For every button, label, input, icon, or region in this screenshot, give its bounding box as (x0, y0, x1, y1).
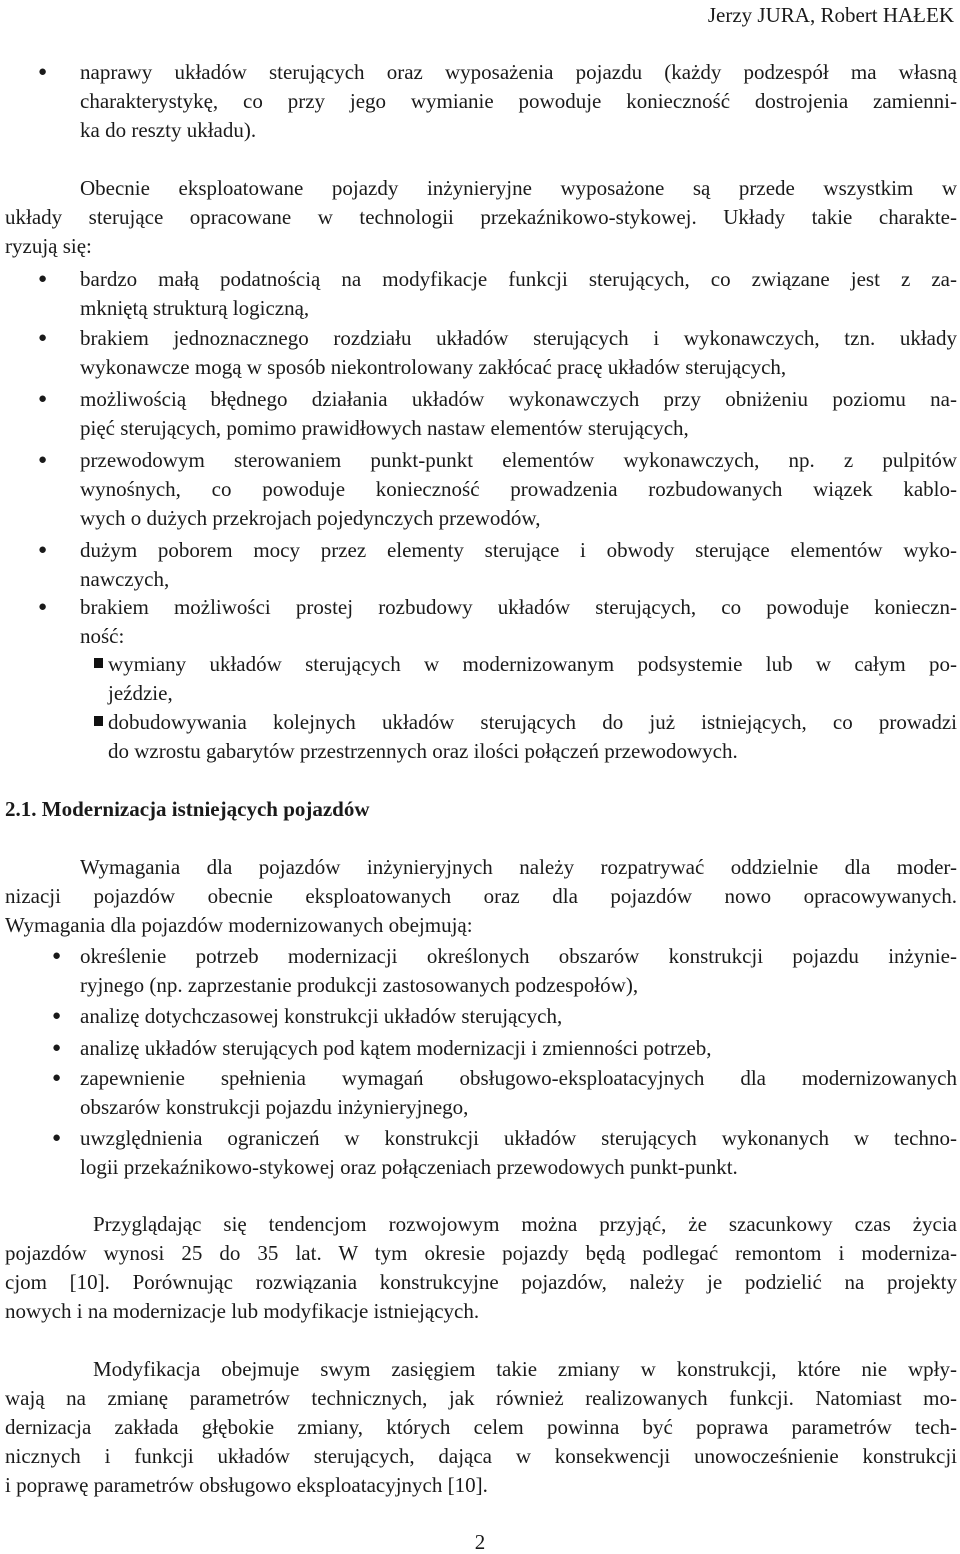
bullet-icon: ● (38, 542, 48, 558)
list-item-line: ka do reszty układu). (80, 118, 257, 142)
list-item-line: dużym poborem mocy przez elementy sterujące i obwody sterujące elementów wyko- (80, 538, 957, 562)
section-heading (5, 795, 960, 824)
bullet-icon: ● (38, 64, 48, 80)
bullet-icon: ● (38, 330, 48, 346)
running-header: Jerzy JURA, Robert HAŁEK (707, 3, 954, 27)
list-item-line: brakiem możliwości prostej rozbudowy układów sterujących, co powoduje konieczn- (80, 595, 957, 619)
sublist-item-line: dobudowywania kolejnych układów sterujących do już istniejących, co prowadzi (108, 710, 957, 734)
list-item-line: pięć sterujących, pomimo prawidłowych nastaw elementów sterujących, (80, 416, 689, 440)
list-item-line: wych o dużych przekrojach pojedynczych przewodów, (80, 506, 541, 530)
paragraph-line: pojazdów wynosi 25 do 35 lat. W tym okresie pojazdy będą podlegać remontom i moderniza- (5, 1241, 957, 1265)
paragraph-line: Wymagania dla pojazdów modernizowanych obejmują: (5, 913, 473, 937)
list-item-line: możliwością błędnego działania układów wykonawczych przy obniżeniu poziomu na- (80, 387, 957, 411)
bullet-icon: ● (52, 948, 62, 964)
sublist-item-line: wymiany układów sterujących w modernizowanym podsystemie lub w całym po- (108, 652, 957, 676)
list-item-line: wynośnych, co powoduje konieczność prowadzenia rozbudowanych wiązek kablo- (80, 477, 957, 501)
list-item-line: określenie potrzeb modernizacji określonych obszarów konstrukcji pojazdu inżynie- (80, 944, 957, 968)
paragraph-line: nowych i na modernizacje lub modyfikacje istniejących. (5, 1299, 480, 1323)
bullet-icon: ● (52, 1130, 62, 1146)
sublist-item-line: jeździe, (108, 681, 173, 705)
square-bullet-icon (94, 658, 103, 668)
list-item-line: obszarów konstrukcji pojazdu inżynieryjnego, (80, 1095, 469, 1119)
paragraph-line: Modyfikacja obejmuje swym zasięgiem takie zmiany w konstrukcji, które nie wpły- (93, 1357, 957, 1381)
list-item-line: zapewnienie spełnienia wymagań obsługowo-eksploatacyjnych dla modernizowanych (80, 1066, 957, 1090)
bullet-icon: ● (52, 1070, 62, 1086)
list-item-line: przewodowym sterowaniem punkt-punkt elementów wykonawczych, np. z pulpitów (80, 448, 957, 472)
list-item-line: uwzględnienia ograniczeń w konstrukcji układów sterujących wykonanych w techno- (80, 1126, 957, 1150)
bullet-icon: ● (38, 271, 48, 287)
list-item-line: mkniętą strukturą logiczną, (80, 296, 310, 320)
paragraph-line: nicznych i funkcji układów sterujących, dająca w konsekwencji unowocześnienie konstrukcji (5, 1444, 957, 1468)
paragraph-line: dernizacja zakłada głębokie zmiany, których celem powinna być poprawa parametrów tech- (5, 1415, 957, 1439)
bullet-icon: ● (52, 1040, 62, 1056)
bullet-icon: ● (38, 599, 48, 615)
paragraph-line: ryzują się: (5, 234, 92, 258)
list-item-line: analizę układów sterujących pod kątem modernizacji i zmienności potrzeb, (80, 1036, 712, 1060)
paragraph-line: układy sterujące opracowane w technologii przekaźnikowo-stykowej. Układy takie charakte- (5, 205, 957, 229)
list-item-line: naprawy układów sterujących oraz wyposażenia pojazdu (każdy podzespół ma własną (80, 60, 957, 84)
list-item-line: wykonawcze mogą w sposób niekontrolowany zakłócać pracę układów sterujących, (80, 355, 787, 379)
list-item-line: ność: (80, 624, 125, 648)
square-bullet-icon (94, 716, 103, 726)
bullet-icon: ● (38, 391, 48, 407)
bullet-icon: ● (38, 452, 48, 468)
paragraph-line: nizacji pojazdów obecnie eksploatowanych oraz dla pojazdów nowo opracowywanych. (5, 884, 957, 908)
page-number: 2 (474, 1530, 486, 1554)
list-item-line: charakterystykę, co przy jego wymianie powoduje konieczność dostrojenia zamienni- (80, 89, 957, 113)
paragraph-line: i poprawę parametrów obsługowo eksploatacyjnych [10]. (5, 1473, 488, 1497)
paragraph-line: Przyglądając się tendencjom rozwojowym można przyjąć, że szacunkowy czas życia (93, 1212, 957, 1236)
list-item-line: ryjnego (np. zaprzestanie produkcji zastosowanych podzespołów), (80, 973, 639, 997)
list-item-line: analizę dotychczasowej konstrukcji układów sterujących, (80, 1004, 563, 1028)
paragraph-line: Wymagania dla pojazdów inżynieryjnych należy rozpatrywać oddzielnie dla moder- (80, 855, 957, 879)
sublist-item-line: do wzrostu gabarytów przestrzennych oraz ilości połączeń przewodowych. (108, 739, 738, 763)
section-title: Modernizacja istniejących pojazdów (41, 797, 370, 821)
bullet-icon: ● (52, 1008, 62, 1024)
paragraph-line: wają na zmianę parametrów technicznych, jak również realizowanych funkcji. Natomiast mo- (5, 1386, 957, 1410)
list-item-line: logii przekaźnikowo-stykowej oraz połączeniach przewodowych punkt-punkt. (80, 1155, 738, 1179)
list-item-line: nawczych, (80, 567, 170, 591)
paragraph-line: Obecnie eksploatowane pojazdy inżynieryjne wyposażone są przede wszystkim w (80, 176, 957, 200)
list-item-line: bardzo małą podatnością na modyfikacje funkcji sterujących, co związane jest z za- (80, 267, 957, 291)
list-item-line: brakiem jednoznacznego rozdziału układów sterujących i wykonawczych, tzn. układy (80, 326, 957, 350)
section-number: 2.1. (5, 797, 37, 821)
paragraph-line: cjom [10]. Porównując rozwiązania konstrukcyjne pojazdów, należy je podzielić na projekty (5, 1270, 957, 1294)
